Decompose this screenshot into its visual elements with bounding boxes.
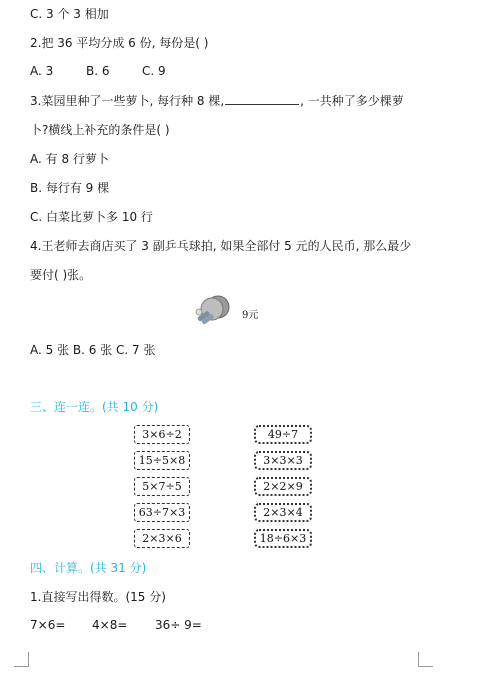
section4-heading: 四、计算。(共 31 分) [30,561,147,575]
q4-question-line2: 要付( )张。 [30,268,92,282]
q2-option-a: A. 3 [30,64,54,78]
q3-option-c: C. 白菜比萝卜多 10 行 [30,210,153,224]
right-card-2[interactable]: 3×3×3 [254,451,312,470]
section3-heading: 三、连一连。(共 10 分) [30,400,159,414]
price-label: 9元 [242,310,259,321]
q3-question [30,93,404,109]
calc-item-3: 36÷ 9= [155,618,202,632]
q2-question: 2.把 36 平均分成 6 份, 每份是( ) [30,36,209,50]
q1-option-c: C. 3 个 3 相加 [30,7,109,21]
left-card-3[interactable]: 5×7÷5 [134,477,190,496]
q3-option-b: B. 每行有 9 棵 [30,181,110,195]
q3-question-part2: , 一共种了多少棵萝 [300,94,404,108]
q3-question-line2: 卜?横线上补充的条件是( ) [30,123,170,137]
left-card-5[interactable]: 2×3×6 [134,529,190,548]
calc-item-2: 4×8= [92,618,128,632]
left-card-4[interactable]: 63÷7×3 [134,503,190,522]
left-card-2[interactable]: 15÷5×8 [134,451,190,470]
left-card-1[interactable]: 3×6÷2 [134,425,190,444]
page-corner-right [418,652,433,667]
page-corner-left [14,652,29,667]
right-card-3[interactable]: 2×2×9 [254,477,312,496]
q2-option-b: B. 6 [86,64,110,78]
paddle-illustration [188,292,240,330]
ping-pong-paddle-icon [188,292,240,330]
calc-item-1: 7×6= [30,618,66,632]
q4-question-line1: 4.王老师去商店买了 3 副乒乓球拍, 如果全部付 5 元的人民币, 那么最少 [30,239,412,253]
q2-option-c: C. 9 [142,64,166,78]
q3-answer-blank [225,93,299,105]
right-card-1[interactable]: 49÷7 [254,425,312,444]
q3-question-part1: 3.菜园里种了一些萝卜, 每行种 8 棵, [30,94,225,108]
q3-option-a: A. 有 8 行萝卜 [30,152,109,166]
q2-options [30,64,230,80]
q4-options: A. 5 张 B. 6 张 C. 7 张 [30,343,156,357]
calc-items [30,618,250,634]
right-card-5[interactable]: 18÷6×3 [254,529,312,548]
right-card-4[interactable]: 2×3×4 [254,503,312,522]
section4-sub1: 1.直接写出得数。(15 分) [30,590,166,604]
